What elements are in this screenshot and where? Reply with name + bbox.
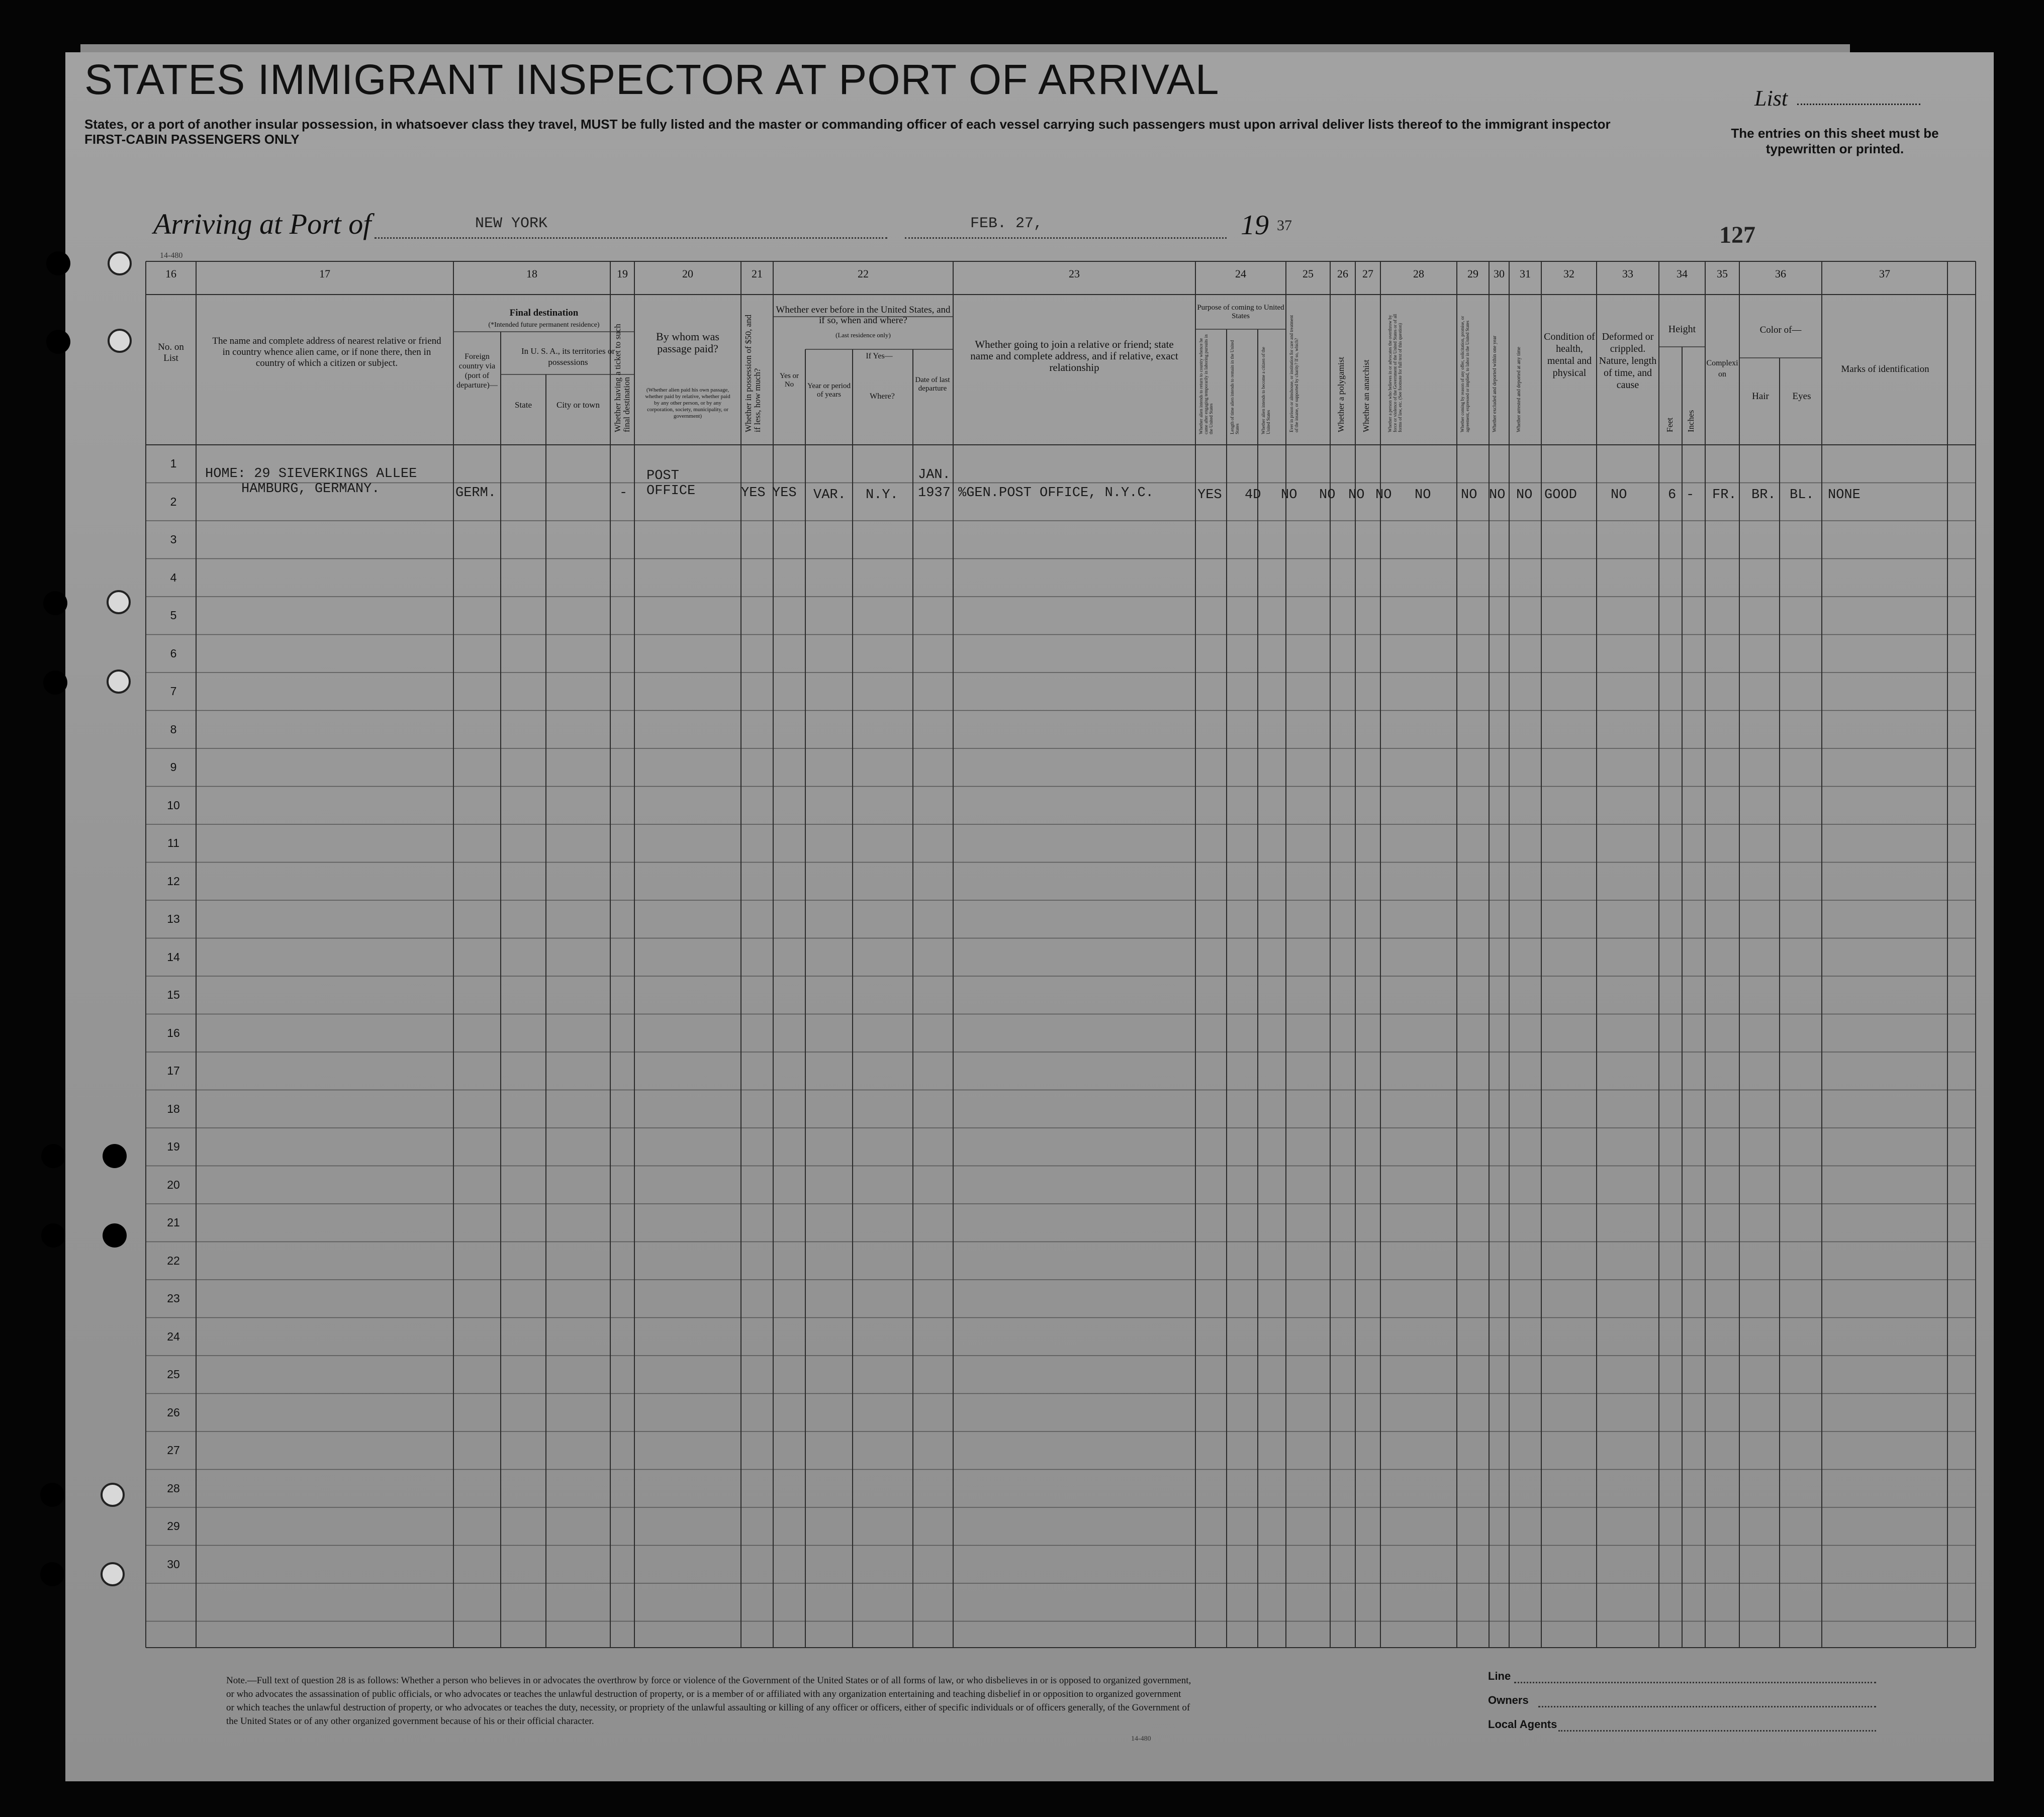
header-where: Where? [870, 392, 895, 401]
entry-deformed: NO [1611, 488, 1627, 503]
row-number: 1 [170, 457, 177, 470]
column-number: 34 [1677, 267, 1688, 280]
row-number: 22 [167, 1254, 180, 1267]
column-number: 28 [1413, 267, 1424, 280]
local-agents-field [1558, 1730, 1876, 1732]
header-eyes: Eyes [1792, 391, 1811, 402]
header-in-usa: In U. S. A., its territories or possessions [521, 346, 615, 367]
binder-hole [103, 1144, 127, 1168]
column-number: 25 [1303, 267, 1314, 280]
binder-ring [101, 1483, 125, 1507]
column-number: 29 [1467, 267, 1478, 280]
entry-inches: - [1686, 488, 1695, 503]
row-number: 17 [167, 1064, 180, 1077]
row-number: 2 [170, 495, 177, 508]
date-value: FEB. 27, [970, 215, 1043, 232]
manifest-sheet [65, 52, 1994, 1781]
header-color-of: Color of— [1759, 325, 1802, 335]
form-number: 14-480 [160, 251, 183, 260]
binder-ring [108, 329, 132, 353]
header-final-destination-note: (*Intended future permanent residence) [488, 321, 600, 329]
entry-health: GOOD [1544, 488, 1577, 503]
entry-paid-by-line2: OFFICE [646, 484, 696, 499]
binder-hole [103, 1223, 127, 1248]
header-feet: Feet [1665, 417, 1675, 432]
entry-citizen: NO [1281, 488, 1297, 503]
header-last-residence: (Last residence only) [835, 331, 891, 339]
row-number: 4 [170, 570, 177, 584]
header-foreign-country: Foreign country via (port of departure)— [456, 352, 498, 390]
footnote-question-28: Note.—Full text of question 28 is as follows: Whether a person who believes in or advocates the overthrow by force or violence of the Government of the United States or of all forms of law, or who disbelieves in or is opposed to organized government, or who advocates the assassination of public officials, or who advocates or teaches the unlawful destruction of property, or is a member of or affiliated with any organization entertaining and teaching disbelief in or opposition to organized government or which teaches the unlawful destruction of property, or who advocates or teaches the duty, necessity, or propriety of the unlawful assaulting or killing of any officer or officers, either of specific individuals or of officers generally, of the Government of the United States or of any other organized government because of his or their official character. [226, 1675, 1191, 1727]
entry-hair: BR. [1751, 488, 1776, 503]
header-excluded: Whether excluded and deported within one year [1492, 335, 1498, 432]
column-number: 30 [1494, 267, 1505, 280]
header-complexion: Complexion [1706, 359, 1738, 378]
binder-hole [43, 671, 67, 695]
entry-marks: NONE [1828, 488, 1861, 503]
header-city: City or town [556, 400, 600, 410]
row-number: 29 [167, 1519, 180, 1533]
date-line [905, 237, 1227, 239]
column-number: 18 [526, 267, 537, 280]
binder-hole [41, 1144, 65, 1168]
row-number: 11 [167, 836, 179, 849]
row-number: 25 [167, 1368, 180, 1381]
column-number: 36 [1775, 267, 1786, 280]
header-health: Condition of health, mental and physical [1544, 331, 1595, 378]
entry-anarchist: NO [1375, 488, 1392, 503]
first-cabin-label: FIRST-CABIN PASSENGERS ONLY [84, 132, 300, 147]
header-passage-paid: By whom was passage paid? [656, 330, 719, 355]
header-return-home: Whether alien intends to return to country whence he came after engaging temporarily in laboring pursuits in the United States [1198, 334, 1214, 434]
column-number: 16 [165, 267, 176, 280]
row-number: 5 [170, 609, 177, 622]
entry-departure-month: JAN. [918, 467, 951, 483]
entry-foreign-country: GERM. [455, 486, 497, 501]
row-number: 14 [167, 950, 180, 964]
header-polygamist: Whether a polygamist [1336, 356, 1346, 432]
entry-ticket: - [619, 486, 628, 501]
line-label: Line [1488, 1670, 1511, 1682]
row-number: 28 [167, 1481, 180, 1495]
binder-hole [40, 1483, 64, 1507]
row-number: 16 [167, 1026, 180, 1039]
header-arrested: Whether arrested and deported at any time [1516, 347, 1522, 432]
entry-prison: NO [1319, 488, 1336, 503]
list-label: List [1754, 86, 1788, 111]
column-number: 26 [1337, 267, 1348, 280]
column-number: 33 [1622, 267, 1633, 280]
typewritten-note: The entries on this sheet must be typewritten or printed. [1731, 126, 1939, 156]
entry-polygamist: NO [1348, 488, 1365, 503]
entry-money: YES [741, 486, 766, 501]
binder-hole [40, 1562, 64, 1586]
header-yes-or-no: Yes or No [779, 372, 799, 389]
owners-label: Owners [1488, 1694, 1529, 1706]
header-prison: Ever in prison or almshouse, or institution for care and treatment of the insane, or supported by charity? If so, which? [1289, 315, 1299, 432]
header-height: Height [1668, 324, 1696, 335]
row-number: 12 [167, 874, 180, 888]
entry-excluded: NO [1489, 488, 1506, 503]
instructions-line: States, or a port of another insular possession, in whatsoever class they travel, MUST be fully listed and the master or commanding officer of each vessel carrying such passengers must upon arrival deliver lists thereof to the immigrant inspector [84, 117, 1611, 132]
entry-ever-before: YES [772, 486, 797, 501]
entry-feet: 6 [1668, 488, 1677, 503]
header-final-destination: Final destination [509, 308, 579, 318]
header-overthrow: Whether a person who believes in or advocates the overthrow by force or violence of the Government of the United States or of all forms of law, etc. (See footnote for full text of this question) [1387, 314, 1403, 432]
row-number: 15 [167, 988, 180, 1001]
binder-ring [101, 1562, 125, 1586]
local-agents-label: Local Agents [1488, 1718, 1557, 1731]
entry-years: VAR. [813, 488, 846, 503]
header-citizen: Whether alien intends to become a citizen of the United States [1261, 347, 1271, 434]
row-number: 19 [167, 1140, 180, 1153]
column-number: 32 [1563, 267, 1574, 280]
column-number: 37 [1879, 267, 1890, 280]
entry-address-line2: HAMBURG, GERMANY. [241, 482, 380, 497]
entry-address-line1: HOME: 29 SIEVERKINGS ALLEE [205, 466, 417, 482]
entry-labor: NO [1461, 488, 1477, 503]
column-number: 35 [1717, 267, 1728, 280]
year-prefix: 19 [1241, 210, 1269, 241]
header-anarchist: Whether an anarchist [1361, 359, 1371, 432]
header-marks: Marks of identification [1841, 364, 1929, 374]
entry-complexion: FR. [1712, 488, 1737, 503]
row-number: 6 [170, 646, 177, 660]
form-number-footer: 14-480 [1131, 1735, 1151, 1743]
column-number: 22 [858, 267, 869, 280]
entry-where: N.Y. [866, 488, 898, 503]
entry-joining: %GEN.POST OFFICE, N.Y.C. [958, 486, 1154, 501]
header-fifty-dollars: Whether in possession of $50, and if less, how much? [744, 314, 762, 432]
row-number: 27 [167, 1444, 180, 1457]
port-line [375, 237, 887, 239]
header-labor-offer: Whether coming by reason of any offer, solicitation, promise, or agreement, expressed or implied, to labor in the United States [1460, 316, 1470, 432]
header-date-departure: Date of last departure [915, 376, 950, 393]
form-title: STATES IMMIGRANT INSPECTOR AT PORT OF ARRIVAL [84, 56, 1220, 103]
header-length-of-stay: Length of time alien intends to remain in the United States [1230, 340, 1240, 434]
header-passage-paid-note: (Whether alien paid his own passage, whether paid by relative, whether paid by any other person, or by any corporation, society, municipality, or government) [645, 387, 730, 419]
header-purpose: Purpose of coming to United States [1197, 304, 1284, 320]
entry-eyes: BL. [1790, 488, 1814, 503]
column-number: 19 [617, 267, 628, 280]
row-number: 9 [170, 760, 177, 774]
row-number: 26 [167, 1405, 180, 1419]
column-number: 17 [319, 267, 330, 280]
row-number: 30 [167, 1557, 180, 1571]
row-number: 7 [170, 685, 177, 698]
entry-overthrow: NO [1415, 488, 1431, 503]
port-value: NEW YORK [475, 215, 548, 232]
row-number: 23 [167, 1292, 180, 1305]
header-join-relative: Whether going to join a relative or friend; state name and complete address, and if relative, exact relationship [970, 338, 1178, 373]
column-number: 20 [682, 267, 693, 280]
binder-hole [41, 1223, 65, 1248]
header-ticket: Whether having a ticket to such final destination [613, 324, 631, 432]
header-if-yes: If Yes— [866, 352, 893, 360]
header-state: State [515, 400, 532, 410]
list-line [1797, 104, 1920, 105]
header-no-on-list: No. on List [158, 342, 184, 363]
header-year-period: Year or period of years [807, 382, 851, 399]
row-number: 20 [167, 1178, 180, 1191]
column-number: 31 [1520, 267, 1531, 280]
header-ever-before: Whether ever before in the United States, and if so, when and where? [776, 305, 951, 326]
entry-length-of-stay: 4D [1245, 488, 1261, 503]
year-value: 37 [1277, 217, 1292, 234]
header-inches: Inches [1686, 410, 1696, 432]
binder-hole [46, 251, 70, 275]
row-number: 24 [167, 1329, 180, 1343]
column-number: 27 [1362, 267, 1373, 280]
binder-ring [108, 251, 132, 275]
row-number: 13 [167, 912, 180, 925]
arriving-port-label: Arriving at Port of [153, 208, 371, 240]
form-instructions [84, 117, 1653, 147]
binder-ring [107, 590, 131, 614]
header-deformed: Deformed or crippled. Nature, length of time, and cause [1599, 331, 1657, 391]
row-number: 18 [167, 1102, 180, 1115]
header-nearest-relative: The name and complete address of nearest relative or friend in country whence alien came, or if none there, then in country of which a citizen or subject. [212, 336, 441, 368]
entry-return-home: YES [1197, 488, 1222, 503]
column-number: 23 [1069, 267, 1080, 280]
row-number: 21 [167, 1216, 180, 1229]
entry-departure-year: 1937 [918, 486, 951, 501]
row-number: 10 [167, 798, 180, 812]
row-number: 3 [170, 533, 177, 546]
column-number: 21 [752, 267, 763, 280]
column-number: 24 [1235, 267, 1246, 280]
row-number: 8 [170, 722, 177, 736]
list-number: 127 [1719, 222, 1755, 248]
binder-ring [107, 670, 131, 694]
owners-field [1538, 1706, 1876, 1707]
entry-arrested: NO [1516, 488, 1533, 503]
binder-hole [43, 591, 67, 615]
binder-hole [46, 330, 70, 354]
header-hair: Hair [1752, 391, 1769, 402]
line-field [1514, 1682, 1876, 1683]
entry-paid-by-line1: POST [646, 468, 679, 484]
